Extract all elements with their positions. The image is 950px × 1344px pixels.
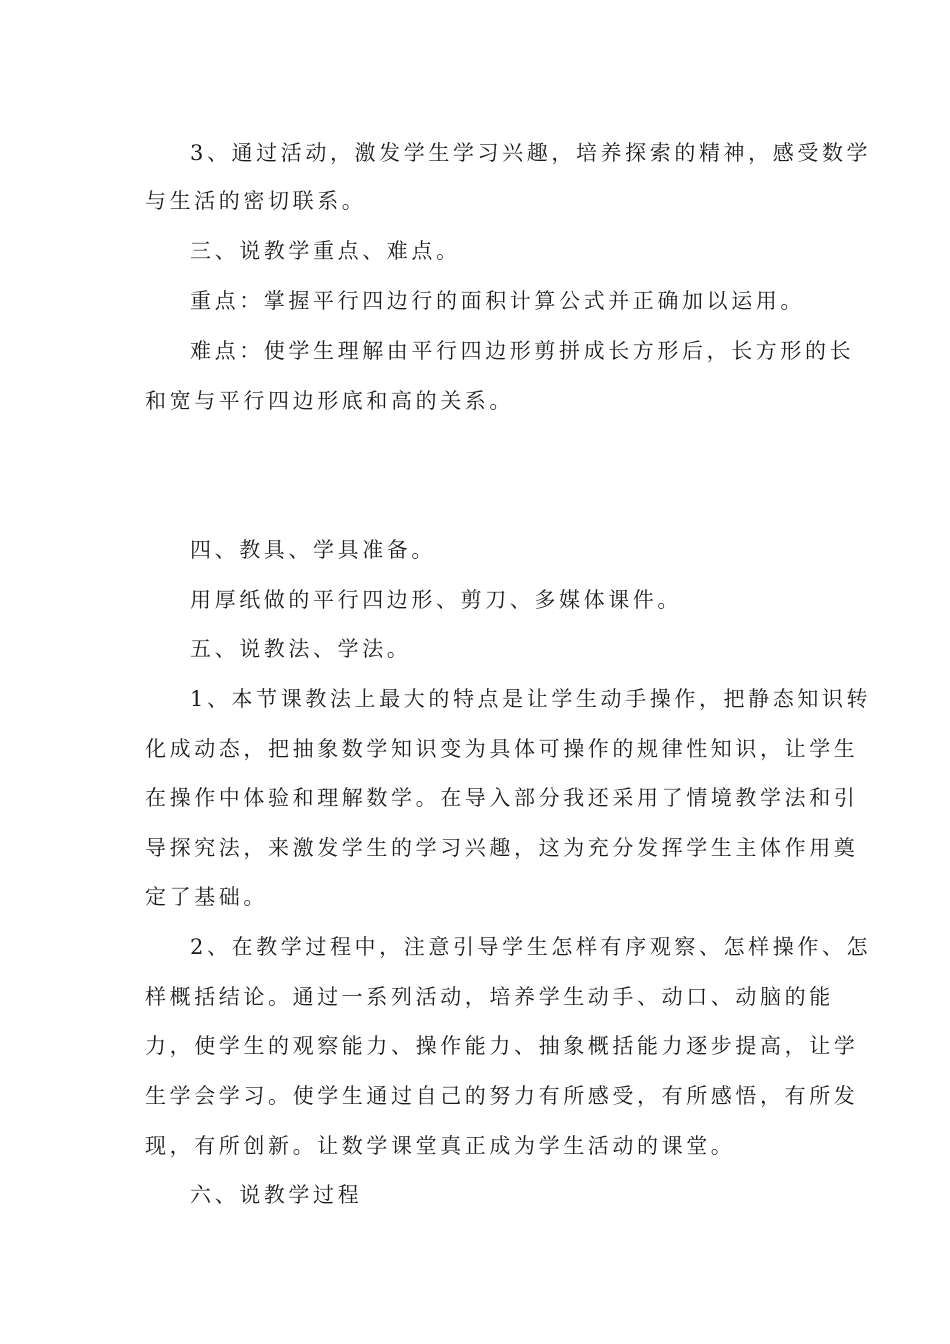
text-line: 在操作中体验和理解数学。在导入部分我还采用了情境教学法和引 xyxy=(145,786,859,810)
section-heading: 四、教具、学具准备。 xyxy=(190,538,436,562)
text-line: 生学会学习。使学生通过自己的努力有所感受，有所感悟，有所发 xyxy=(145,1084,859,1108)
text-line: 2、在教学过程中，注意引导学生怎样有序观察、怎样操作、怎 xyxy=(190,935,872,959)
text-line: 现，有所创新。让数学课堂真正成为学生活动的课堂。 xyxy=(145,1134,736,1158)
text-line: 和宽与平行四边形底和高的关系。 xyxy=(145,389,514,413)
text-line: 力，使学生的观察能力、操作能力、抽象概括能力逐步提高，让学 xyxy=(145,1034,859,1058)
text-line: 样概括结论。通过一系列活动，培养学生动手、动口、动脑的能 xyxy=(145,985,834,1009)
text-line: 3、通过活动，激发学生学习兴趣，培养探索的精神，感受数学 xyxy=(190,141,872,165)
section-heading: 三、说教学重点、难点。 xyxy=(190,239,461,263)
text-line: 难点：使学生理解由平行四边形剪拼成长方形后，长方形的长 xyxy=(190,339,855,363)
text-line: 定了基础。 xyxy=(145,885,268,909)
text-line: 化成动态，把抽象数学知识变为具体可操作的规律性知识，让学生 xyxy=(145,737,859,761)
text-line: 用厚纸做的平行四边形、剪刀、多媒体课件。 xyxy=(190,588,682,612)
text-line: 1、本节课教法上最大的特点是让学生动手操作，把静态知识转 xyxy=(190,687,872,711)
section-heading: 五、说教法、学法。 xyxy=(190,637,412,661)
text-line: 导探究法，来激发学生的学习兴趣，这为充分发挥学生主体作用奠 xyxy=(145,836,859,860)
section-heading: 六、说教学过程 xyxy=(190,1183,363,1207)
text-line: 与生活的密切联系。 xyxy=(145,189,367,213)
text-line: 重点：掌握平行四边行的面积计算公式并正确加以运用。 xyxy=(190,289,805,313)
